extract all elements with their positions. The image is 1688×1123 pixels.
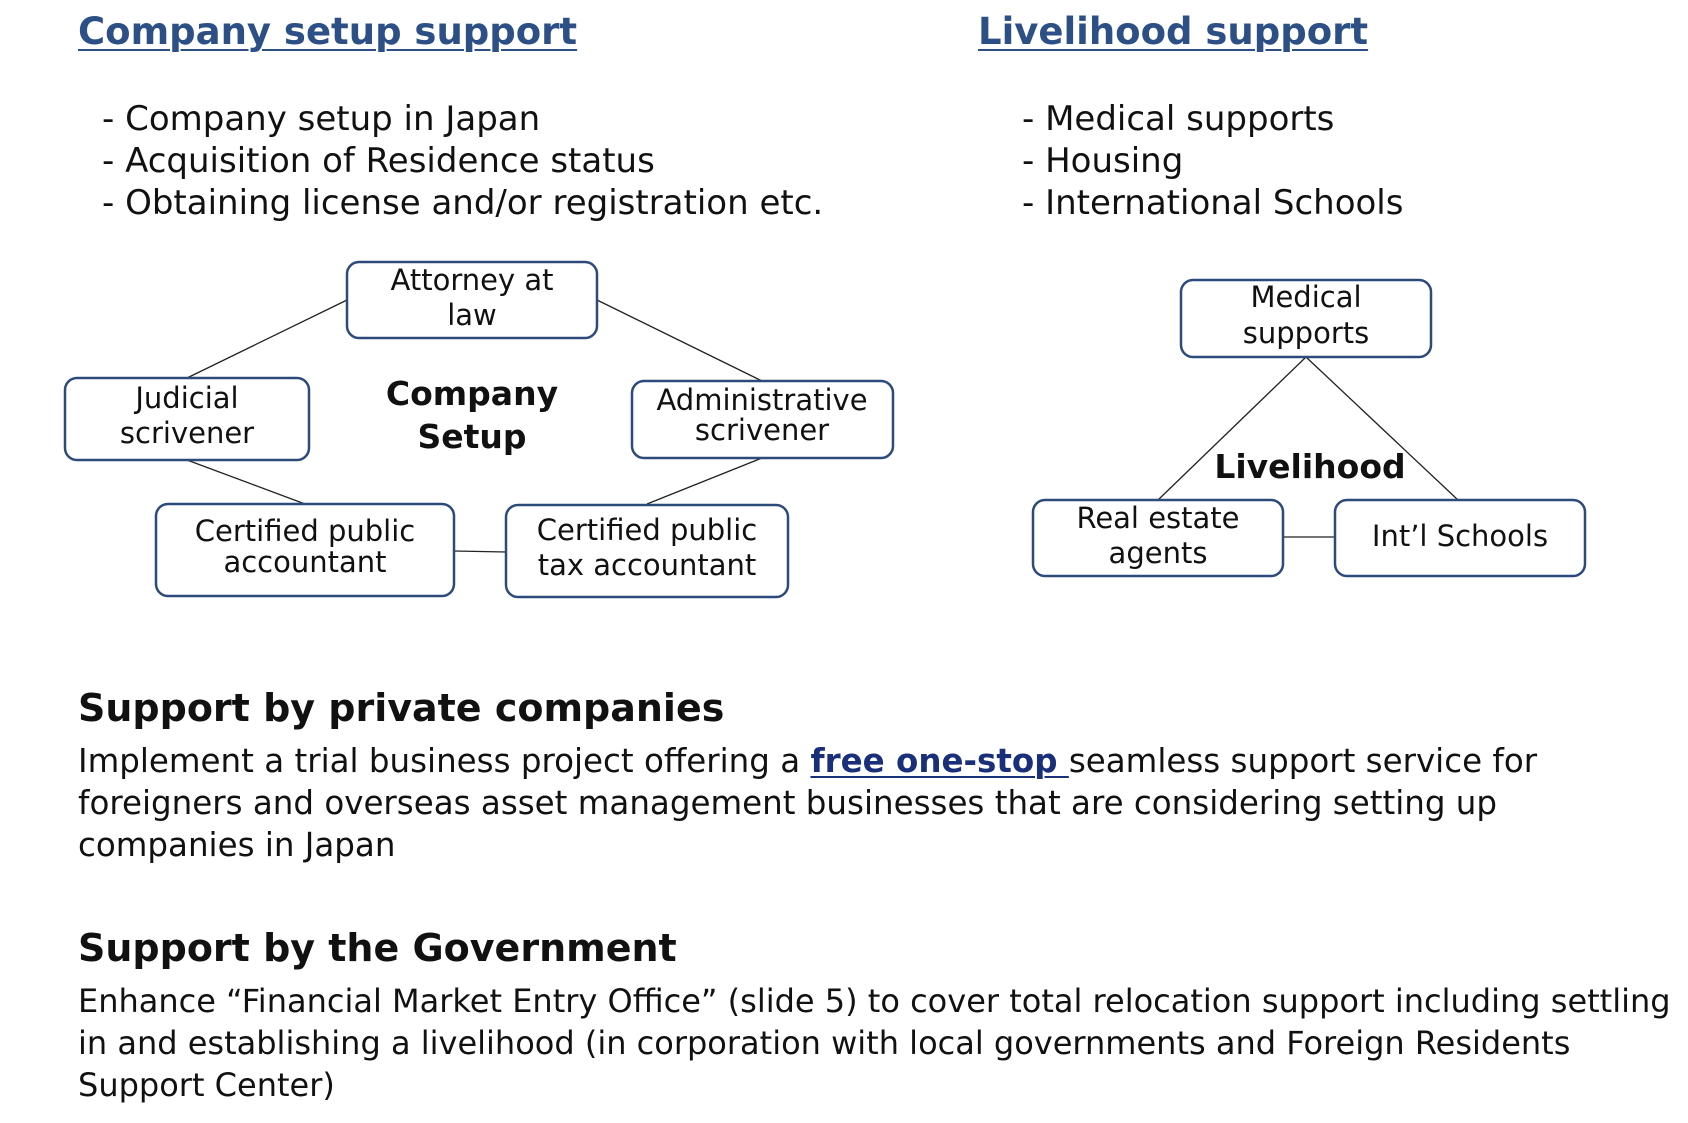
node-administrative-line2: scrivener: [694, 413, 830, 447]
bullet-item: - Company setup in Japan: [102, 99, 541, 139]
free-one-stop-highlight: free one-stop: [810, 742, 1069, 780]
edge-administrative-tax: [647, 458, 762, 504]
government-support-body: Enhance “Financial Market Entry Office” (slide 5) to cover total relocation support including settling in and establishing a livelihood (in corporation with local governments and Foreign Residents Support Center): [78, 982, 1671, 1104]
livelihood-center-label: Livelihood: [1214, 447, 1406, 486]
node-attorney-line2: law: [447, 298, 497, 332]
edge-attorney-administrative: [597, 300, 762, 381]
node-realestate: [1033, 500, 1283, 576]
node-tax-line1: Certified public: [536, 513, 758, 547]
node-administrative-line1: Administrative: [656, 383, 868, 417]
node-administrative: [632, 381, 893, 458]
bullet-item: - Acquisition of Residence status: [102, 141, 655, 181]
node-medical-line2: supports: [1242, 316, 1370, 350]
company-setup-center-label-line1: Company: [385, 374, 559, 413]
node-judicial-line1: Judicial: [135, 381, 239, 415]
node-medical: [1181, 280, 1431, 357]
node-judicial: [65, 378, 309, 460]
edge-cpa-tax: [454, 551, 506, 552]
node-schools: [1335, 500, 1585, 576]
private-body-before: Implement a trial business project offering a: [78, 742, 811, 780]
company-setup-center-label-line2: Setup: [417, 417, 527, 456]
private-body-after: seamless support service for foreigners and overseas asset management businesses that are considering setting up companies in Japan: [78, 742, 1538, 864]
edge-judicial-cpa: [187, 460, 305, 504]
node-schools-line1: Int’l Schools: [1371, 519, 1549, 553]
node-attorney-line1: Attorney at: [390, 263, 554, 297]
company-setup-heading: Company setup support: [78, 10, 578, 53]
private-support-body: [78, 740, 1678, 866]
livelihood-heading: Livelihood support: [978, 10, 1369, 53]
bullet-item: - Housing: [1022, 141, 1184, 181]
node-medical-line1: Medical: [1250, 280, 1362, 314]
node-cpa-line2: accountant: [223, 545, 387, 579]
node-attorney: [347, 262, 597, 338]
node-tax-line2: tax accountant: [537, 548, 757, 582]
node-realestate-line1: Real estate: [1076, 501, 1240, 535]
edge-attorney-judicial: [187, 300, 347, 378]
government-support-title: Support by the Government: [78, 926, 677, 970]
node-tax: [506, 505, 788, 597]
private-support-title: Support by private companies: [78, 686, 725, 730]
node-cpa: [156, 504, 454, 596]
bullet-item: - Medical supports: [1022, 99, 1335, 139]
bullet-item: - International Schools: [1022, 183, 1404, 223]
node-realestate-line2: agents: [1108, 536, 1208, 570]
node-cpa-line1: Certified public: [194, 514, 416, 548]
bullet-item: - Obtaining license and/or registration etc.: [102, 183, 824, 223]
node-judicial-line2: scrivener: [119, 416, 255, 450]
